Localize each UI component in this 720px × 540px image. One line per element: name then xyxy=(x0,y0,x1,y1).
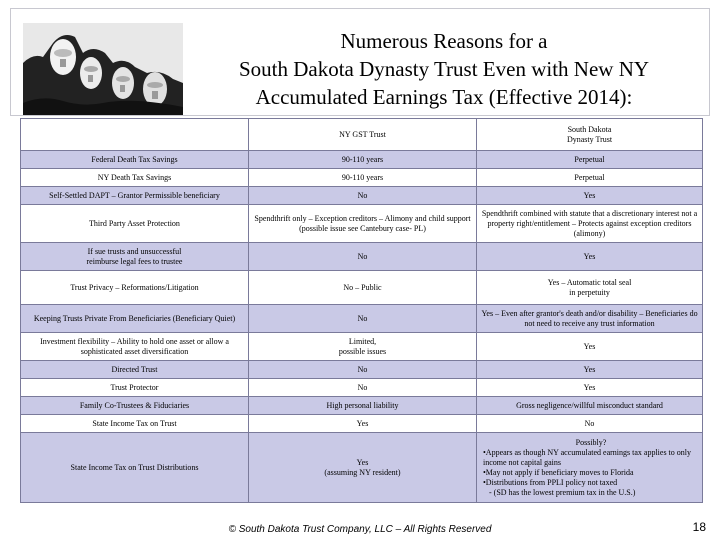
row-label: Federal Death Tax Savings xyxy=(21,151,249,169)
row-ny-value: No – Public xyxy=(249,271,477,305)
row-sd-value: Possibly? •Appears as though NY accumulated earnings tax applies to only income not capital gains •May not apply if beneficiary moves to Florida •Distributions from PPLI policy not taxed - (SD has the lowest premium tax in the U.S.) xyxy=(477,433,703,503)
table-row xyxy=(21,433,703,503)
comparison-table xyxy=(20,118,703,503)
row-sd-value: Perpetual xyxy=(477,151,703,169)
title-line-3: Accumulated Earnings Tax (Effective 2014): xyxy=(255,85,633,109)
row-label: Directed Trust xyxy=(21,361,249,379)
row-ny-value: Limited, possible issues xyxy=(249,333,477,361)
table-row xyxy=(21,397,703,415)
table-header-row xyxy=(21,119,703,151)
row-sd-value: Gross negligence/willful misconduct standard xyxy=(477,397,703,415)
table-row xyxy=(21,243,703,271)
row-sd-value: Yes xyxy=(477,333,703,361)
table-row xyxy=(21,151,703,169)
row-sd-value: Spendthrift combined with statute that a discretionary interest not a property right/entitlement – Protects against exception creditors (alimony) xyxy=(477,205,703,243)
row-label: If sue trusts and unsuccessful reimburse legal fees to trustee xyxy=(21,243,249,271)
row-label: State Income Tax on Trust xyxy=(21,415,249,433)
row-ny-value: No xyxy=(249,305,477,333)
row-label: NY Death Tax Savings xyxy=(21,169,249,187)
header-ny-gst-trust: NY GST Trust xyxy=(249,119,477,151)
table-row xyxy=(21,187,703,205)
row-sd-value: Yes xyxy=(477,361,703,379)
row-ny-value: 90-110 years xyxy=(249,169,477,187)
row-ny-value: 90-110 years xyxy=(249,151,477,169)
row-ny-value: High personal liability xyxy=(249,397,477,415)
title-line-2: South Dakota Dynasty Trust Even with New NY xyxy=(238,57,650,81)
row-label: Trust Protector xyxy=(21,379,249,397)
row-label: Third Party Asset Protection xyxy=(21,205,249,243)
row-label: Investment flexibility – Ability to hold one asset or allow a sophisticated asset diversification xyxy=(21,333,249,361)
table-row xyxy=(21,271,703,305)
row-ny-value: Yes (assuming NY resident) xyxy=(249,433,477,503)
row-label: State Income Tax on Trust Distributions xyxy=(21,433,249,503)
header-empty-cell xyxy=(21,119,249,151)
table-row xyxy=(21,361,703,379)
table-row xyxy=(21,415,703,433)
row-sd-value: Yes – Automatic total seal in perpetuity xyxy=(477,271,703,305)
row-ny-value: Spendthrift only – Exception creditors – Alimony and child support (possible issue see Cantebury case- PL) xyxy=(249,205,477,243)
row-sd-value: No xyxy=(477,415,703,433)
page-number: 18 xyxy=(692,520,706,534)
row-sd-value: Yes xyxy=(477,379,703,397)
mount-rushmore-logo xyxy=(23,23,183,115)
header-sd-dynasty-trust: South Dakota Dynasty Trust xyxy=(477,119,703,151)
table-row xyxy=(21,169,703,187)
row-sd-value: Perpetual xyxy=(477,169,703,187)
row-sd-value: Yes – Even after grantor's death and/or disability – Beneficiaries do not need to receive any trust information xyxy=(477,305,703,333)
row-sd-value: Yes xyxy=(477,187,703,205)
table-row xyxy=(21,379,703,397)
row-ny-value: Yes xyxy=(249,415,477,433)
table-row xyxy=(21,205,703,243)
row-ny-value: No xyxy=(249,243,477,271)
row-label: Keeping Trusts Private From Beneficiaries (Beneficiary Quiet) xyxy=(21,305,249,333)
row-label: Self-Settled DAPT – Grantor Permissible beneficiary xyxy=(21,187,249,205)
title-line-1: Numerous Reasons for a xyxy=(340,29,548,53)
row-ny-value: No xyxy=(249,379,477,397)
row-label: Family Co-Trustees & Fiduciaries xyxy=(21,397,249,415)
title-banner xyxy=(10,8,710,116)
page-title xyxy=(189,27,699,111)
row-ny-value: No xyxy=(249,187,477,205)
row-label: Trust Privacy – Reformations/Litigation xyxy=(21,271,249,305)
copyright-footer: © South Dakota Trust Company, LLC – All Rights Reserved xyxy=(228,524,492,535)
table-row xyxy=(21,305,703,333)
row-ny-value: No xyxy=(249,361,477,379)
row-sd-value: Yes xyxy=(477,243,703,271)
table-row xyxy=(21,333,703,361)
